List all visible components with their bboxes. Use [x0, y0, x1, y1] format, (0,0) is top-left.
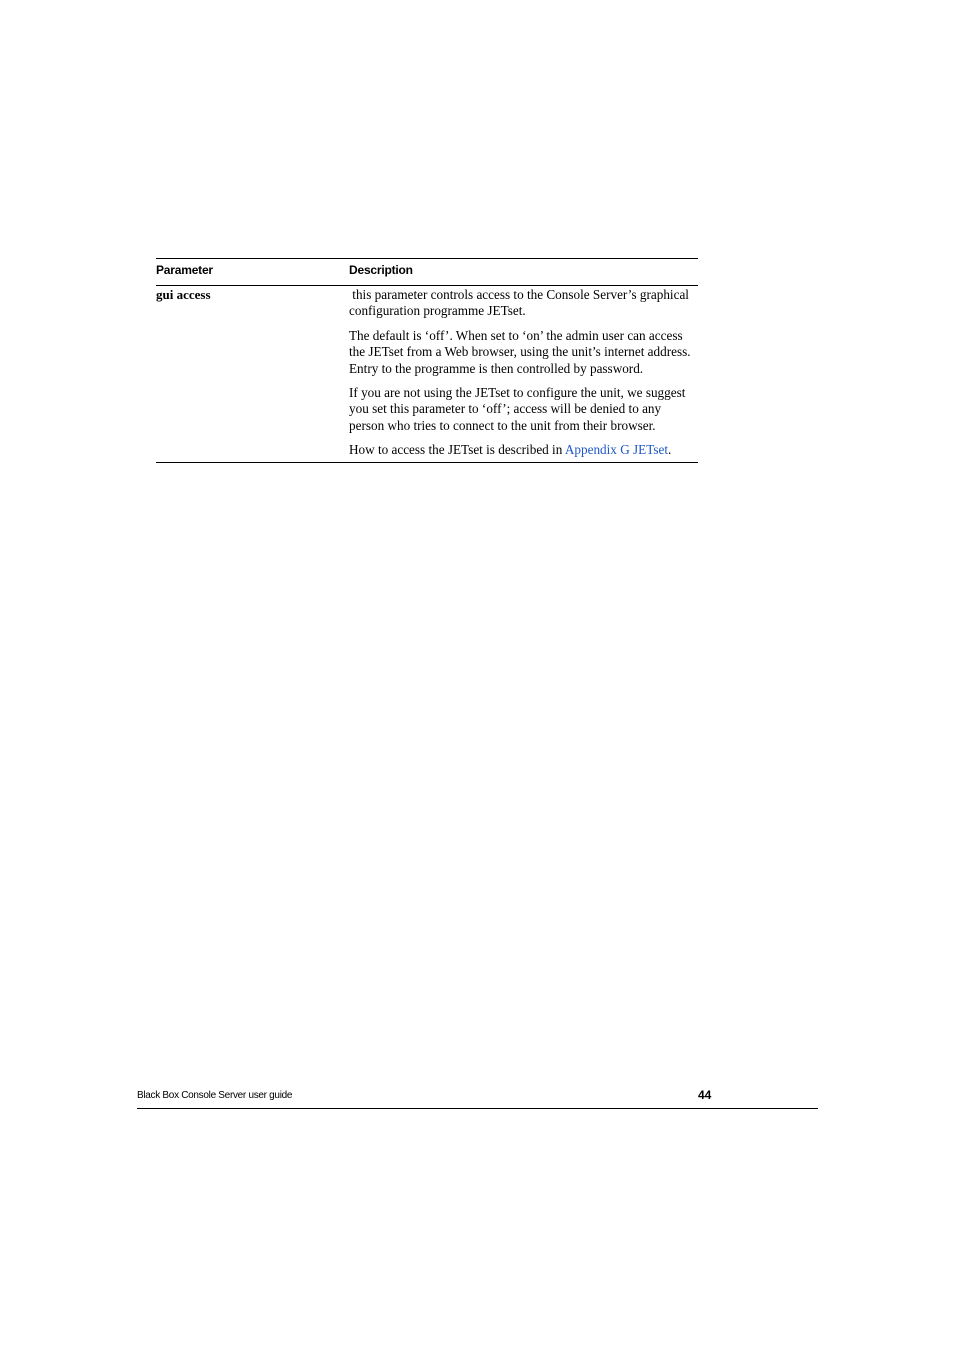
link-trailing-text: . [668, 442, 672, 458]
parameter-name: gui access [156, 287, 211, 302]
page-footer [137, 1087, 818, 1109]
description-paragraph: The default is ‘off’. When set to ‘on’ the admin user can access the JETset from a Web browser, using the unit’s internet address. Entry to the programme is then controlled by password. [349, 327, 691, 376]
column-header-description: Description [349, 263, 413, 277]
link-lead-text: How to access the JETset is described in [349, 442, 565, 458]
column-header-parameter: Parameter [156, 263, 213, 277]
appendix-g-jetset-link[interactable]: Appendix G JETset [564, 442, 668, 458]
description-paragraph-with-link [349, 442, 694, 458]
parameter-table [156, 258, 698, 463]
table-row [156, 286, 698, 462]
table-bottom-rule [156, 462, 698, 463]
description-paragraph: this parameter controls access to the Console Server’s graphical configuration programme JETset. [349, 287, 693, 319]
description-paragraph: If you are not using the JETset to configure the unit, we suggest you set this parameter to ‘off’; access will be denied to any person who tries to connect to the unit from their browser. [349, 385, 686, 433]
footer-document-title: Black Box Console Server user guide [137, 1090, 293, 1101]
page-number: 44 [698, 1088, 712, 1102]
description-cell [349, 287, 694, 459]
table-header-row [156, 259, 698, 285]
